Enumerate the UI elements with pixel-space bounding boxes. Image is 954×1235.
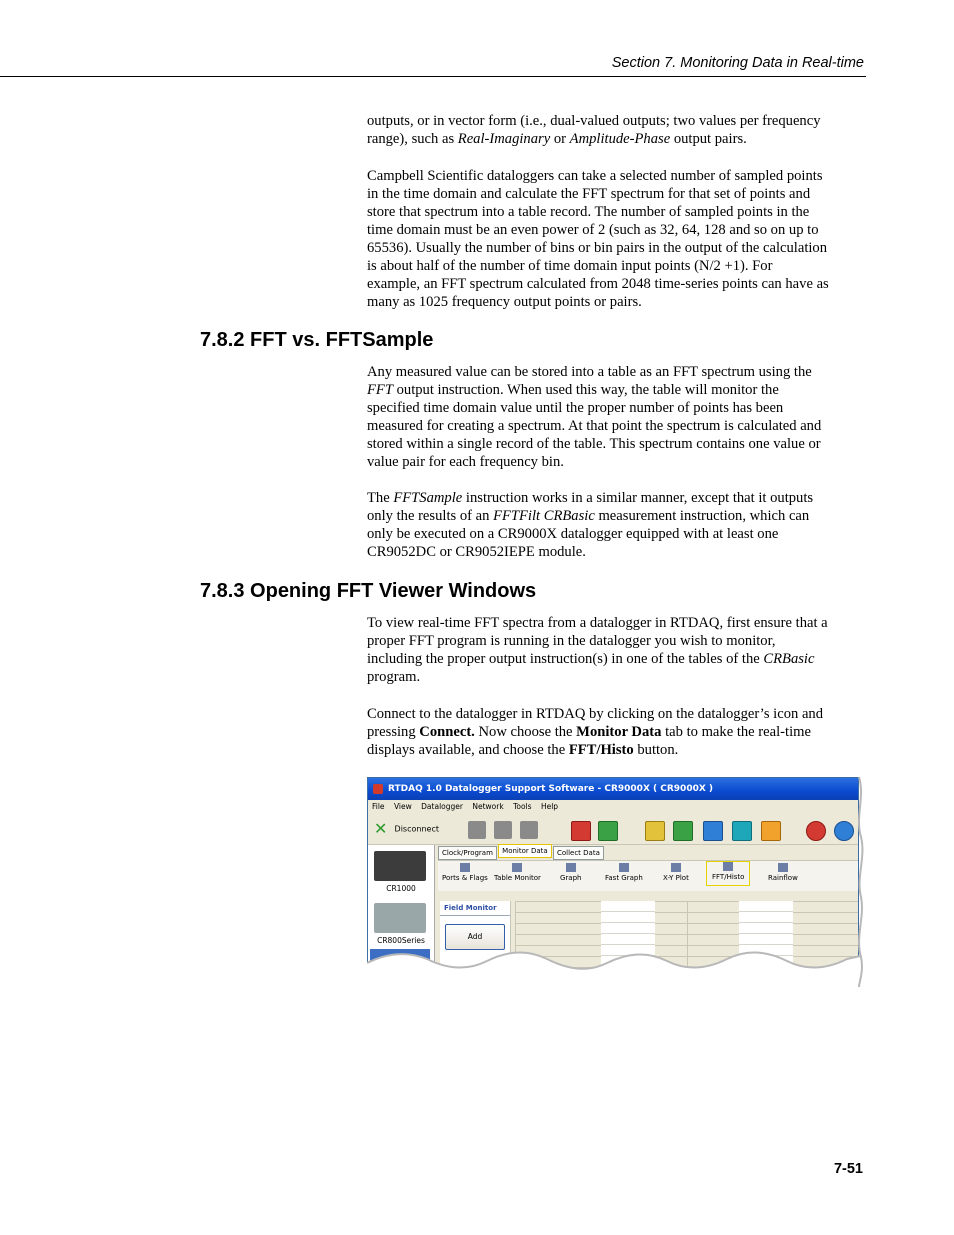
check-program-icon[interactable] — [571, 821, 591, 841]
tab-clock-program[interactable]: Clock/Program — [438, 846, 497, 860]
window-titlebar — [368, 778, 858, 800]
paragraph-sampled-points — [367, 167, 867, 311]
text-line: Campbell Scientific dataloggers can take a selected number of sampled points — [367, 168, 823, 184]
paragraph-vector-form — [367, 112, 867, 148]
text-line — [367, 723, 867, 741]
window-title: RTDAQ 1.0 Datalogger Support Software - CR9000X ( CR9000X ) — [388, 784, 714, 794]
text-line: in the time domain and calculate the FFT spectrum for that set of points and — [367, 186, 811, 202]
text-line: program. — [367, 669, 421, 685]
rainflow-icon — [778, 863, 788, 872]
tools-icon[interactable] — [761, 821, 781, 841]
text-line: stored within a single record of the table. This spectrum contains one value or — [367, 436, 821, 452]
text-line: only be executed on a CR9000X datalogger equipped with at least one — [367, 526, 779, 542]
text-line: time domain must be an even power of 2 (such as 32, 64, 128 and so on up to — [367, 222, 819, 238]
term-crbasic: CRBasic — [763, 651, 815, 667]
ports-flags-button[interactable] — [442, 863, 488, 882]
text-run: Now choose the — [474, 724, 577, 740]
edit-station-icon[interactable] — [520, 821, 538, 839]
text-run: output instruction. When used this way, the table will monitor the — [392, 382, 779, 398]
fast-graph-icon — [619, 863, 629, 872]
main-tabs — [438, 846, 603, 858]
text-run: including the proper output instruction(s) in one of the tables of the — [367, 651, 764, 667]
graph-button[interactable] — [560, 863, 581, 882]
term-fftfilt-crbasic: FFTFilt CRBasic — [493, 508, 595, 524]
menu-view[interactable]: View — [393, 802, 412, 811]
term-fftsample: FFTSample — [393, 490, 463, 506]
term-connect: Connect. — [419, 724, 475, 740]
rtdaq-window — [367, 777, 859, 975]
disconnect-icon: ✕ — [374, 819, 388, 838]
text-line: proper FFT program is running in the datalogger you wish to monitor, — [367, 633, 776, 649]
text-run: tab to make the real-time — [661, 724, 811, 740]
page-number: 7-51 — [833, 1161, 863, 1177]
text-line: Any measured value can be stored into a table as an FFT spectrum using the — [367, 364, 812, 380]
text-line — [367, 507, 867, 525]
field-monitor-title: Field Monitor — [440, 901, 510, 916]
menu-file[interactable]: File — [372, 802, 385, 811]
table-monitor-label: Table Monitor — [494, 874, 541, 882]
xy-plot-button[interactable] — [663, 863, 689, 882]
search-station-icon[interactable] — [703, 821, 723, 841]
text-line: example, an FFT spectrum calculated from 2048 time-series points can have as — [367, 276, 829, 292]
paragraph-fftsample — [367, 489, 867, 561]
text-run: or — [550, 131, 570, 147]
menu-help[interactable]: Help — [540, 802, 559, 811]
term-monitor-data: Monitor Data — [576, 724, 662, 740]
text-line: store that spectrum into a table record. The number of sampled points in the — [367, 204, 810, 220]
section-heading-fft-vs-fftsample: 7.8.2 FFT vs. FFTSample — [200, 329, 434, 351]
document-icon[interactable] — [598, 821, 618, 841]
term-fft: FFT — [367, 382, 393, 398]
text-run: button. — [633, 742, 679, 758]
view-data-icon[interactable] — [645, 821, 665, 841]
text-line: value pair for each frequency bin. — [367, 454, 564, 470]
fft-histo-button[interactable] — [706, 861, 750, 886]
tab-monitor-data[interactable]: Monitor Data — [498, 844, 552, 858]
text-line: many as 1025 frequency output points or pairs. — [367, 294, 642, 310]
text-run: only the results of an — [367, 508, 494, 524]
text-run: displays available, and choose the — [367, 742, 569, 758]
tab-collect-data[interactable]: Collect Data — [553, 846, 604, 860]
text-run: The — [367, 490, 394, 506]
table-monitor-button[interactable] — [494, 863, 541, 882]
torn-edge-bottom — [367, 947, 865, 987]
ports-flags-icon — [460, 863, 470, 872]
monitor-toolbar — [438, 860, 858, 891]
paragraph-view-fft-spectra — [367, 614, 867, 686]
stop-icon[interactable] — [806, 821, 826, 841]
section-heading-opening-fft-viewer: 7.8.3 Opening FFT Viewer Windows — [200, 580, 537, 602]
text-line — [367, 130, 867, 148]
term-amplitude-phase: Amplitude-Phase — [569, 131, 671, 147]
fft-histo-icon — [723, 862, 733, 871]
running-head: Section 7. Monitoring Data in Real-time — [611, 55, 864, 71]
run-icon[interactable] — [673, 821, 693, 841]
text-line: is about half of the number of time domain input points (N/2 +1). For — [367, 258, 773, 274]
disconnect-button[interactable] — [374, 820, 439, 838]
help-icon[interactable] — [834, 821, 854, 841]
text-line: CR9052DC or CR9052IEPE module. — [367, 544, 586, 560]
add-station-icon[interactable] — [468, 821, 486, 839]
cr800-device-icon[interactable] — [374, 903, 426, 933]
remove-station-icon[interactable] — [494, 821, 512, 839]
text-line: specified time domain value until the proper number of points has been — [367, 400, 784, 416]
cr1000-device-icon[interactable] — [374, 851, 426, 881]
text-run: measurement instruction, which can — [594, 508, 810, 524]
rainflow-button[interactable] — [768, 863, 798, 882]
table-monitor-icon — [512, 863, 522, 872]
term-real-imaginary: Real-Imaginary — [457, 131, 551, 147]
fast-graph-label: Fast Graph — [605, 874, 643, 882]
network-icon[interactable] — [732, 821, 752, 841]
menu-bar — [368, 800, 858, 814]
graph-icon — [566, 863, 576, 872]
disconnect-label: Disconnect — [394, 824, 439, 834]
text-run: instruction works in a similar manner, except that it outputs — [462, 490, 814, 506]
rainflow-label: Rainflow — [768, 874, 798, 882]
text-run: output pairs. — [670, 131, 747, 147]
paragraph-connect — [367, 705, 867, 759]
graph-label: Graph — [560, 874, 582, 882]
term-fft-histo: FFT/Histo — [568, 742, 634, 758]
add-button[interactable]: Add — [445, 924, 505, 950]
header-rule — [0, 76, 866, 77]
torn-edge-right — [853, 777, 867, 987]
text-line — [367, 741, 867, 759]
xy-plot-icon — [671, 863, 681, 872]
rtdaq-screenshot-figure — [367, 777, 865, 985]
device-label-cr800series: CR800Series — [377, 936, 425, 945]
text-line: To view real-time FFT spectra from a datalogger in RTDAQ, first ensure that a — [367, 615, 828, 631]
rtdaq-app-icon — [373, 784, 383, 794]
main-toolbar — [368, 814, 858, 845]
text-run: range), such as — [367, 131, 458, 147]
text-line: outputs, or in vector form (i.e., dual-valued outputs; two values per frequency — [367, 113, 821, 129]
fft-histo-label: FFT/Histo — [712, 873, 745, 881]
fast-graph-button[interactable] — [605, 863, 643, 882]
menu-network[interactable]: Network — [472, 802, 504, 811]
text-line: measured for creating a spectrum. At that point the spectrum is calculated and — [367, 418, 822, 434]
xy-plot-label: X-Y Plot — [663, 874, 689, 882]
paragraph-fft-output — [367, 363, 867, 471]
menu-datalogger[interactable]: Datalogger — [421, 802, 463, 811]
text-line — [367, 650, 867, 668]
text-line — [367, 489, 867, 507]
text-line: Connect to the datalogger in RTDAQ by clicking on the datalogger’s icon and — [367, 706, 824, 722]
device-label-cr1000: CR1000 — [386, 884, 416, 893]
menu-tools[interactable]: Tools — [513, 802, 532, 811]
text-run: pressing — [367, 724, 420, 740]
text-line: 65536). Usually the number of bins or bin pairs in the output of the calculation — [367, 240, 828, 256]
text-line — [367, 381, 867, 399]
ports-flags-label: Ports & Flags — [442, 874, 488, 882]
